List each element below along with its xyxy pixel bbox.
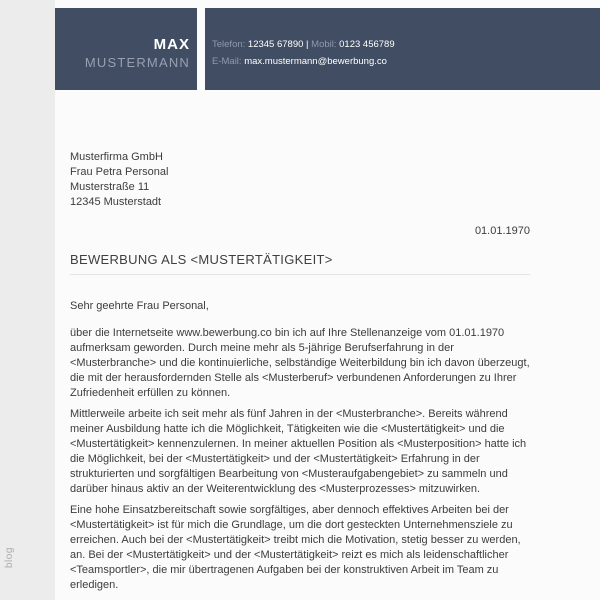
body-paragraph: Mittlerweile arbeite ich seit mehr als fünf Jahren in der <Musterbranche>. Bereits während meiner Ausbildung hatte ich die Möglichkeit, Tätigkeiten wie die <Mustertätigkeit> und die <Mustertätigkeit> kennenzulernen. In meiner aktuellen Position als <Musterposition> hatte ich die Möglichkeit, bei der <Mustertätigkeit> und der <Mustertätigkeit> Erfahrung in der strukturierten und sorgfältigen Bearbeitung von <Musteraufgabengebiet> zu sammeln und darüber hinaus aktiv an der Weiterentwicklung des <Musterprozesses> mitzuwirken. bbox=[70, 408, 527, 495]
email-value: max.mustermann@bewerbung.co bbox=[244, 56, 387, 67]
body-paragraph: Eine hohe Einsatzbereitschaft sowie sorgfältiges, aber dennoch effektives Arbeiten bei der <Mustertätigkeit> ist für mich die Grundlage, um die dort gesteckten Unternehmensziele zu erreichen. Auch bei der <Mustertätigkeit> treibt mich die Motivation, stetig besser zu werden, an. Bei der <Mustertätigkeit> und der <Mustertätigkeit> reizt es mich als leidenschaftlicher <Teamsportler>, die mir übertragenen Aufgaben bei der konstruktiven Arbeit im Team zu erledigen. bbox=[70, 504, 521, 591]
letter-date: 01.01.1970 bbox=[474, 225, 530, 237]
recipient-city: 12345 Musterstadt bbox=[70, 196, 162, 208]
body-paragraph: über die Internetseite www.bewerbung.co bin ich auf Ihre Stellenanzeige vom 01.01.1970 aufmerksam geworden. Durch meine mehr als 5-jährige Berufserfahrung in der <Musterbranche> und die kontinuierliche, selbständige Weiterbildung bin ich davon überzeugt, die mit der herausfordernden Stelle als <Musterberuf> verbundenen Anforderungen zu Ihrer Zufriedenheit erfüllen zu können. bbox=[70, 327, 530, 399]
sender-last-name: MUSTERMANN bbox=[84, 54, 190, 70]
letterhead bbox=[55, 8, 600, 90]
email-label: E-Mail: bbox=[212, 56, 242, 67]
phone-line bbox=[212, 36, 600, 53]
sender-name-block bbox=[55, 8, 197, 90]
recipient-contact: Frau Petra Personal bbox=[70, 166, 169, 178]
recipient-street: Musterstraße 11 bbox=[70, 181, 150, 193]
phone-label: Telefon: bbox=[212, 39, 246, 50]
letter-body bbox=[55, 150, 600, 593]
mobile-value: 0123 456789 bbox=[339, 39, 395, 50]
letterhead-divider bbox=[197, 8, 205, 90]
phone-value: 12345 67890 bbox=[247, 39, 304, 50]
letter-document bbox=[55, 0, 600, 600]
mobile-label: Mobil: bbox=[311, 39, 337, 50]
sender-first-name: MAX bbox=[153, 35, 190, 53]
contact-divider: | bbox=[306, 39, 309, 50]
email-line bbox=[212, 53, 600, 70]
recipient-company: Musterfirma GmbH bbox=[70, 151, 163, 163]
recipient-address bbox=[70, 150, 530, 210]
watermark-text: blog bbox=[4, 547, 15, 568]
subject-line: BEWERBUNG ALS <MUSTERTÄTIGKEIT> bbox=[70, 252, 530, 275]
contact-block bbox=[205, 8, 600, 90]
salutation: Sehr geehrte Frau Personal, bbox=[70, 300, 209, 312]
